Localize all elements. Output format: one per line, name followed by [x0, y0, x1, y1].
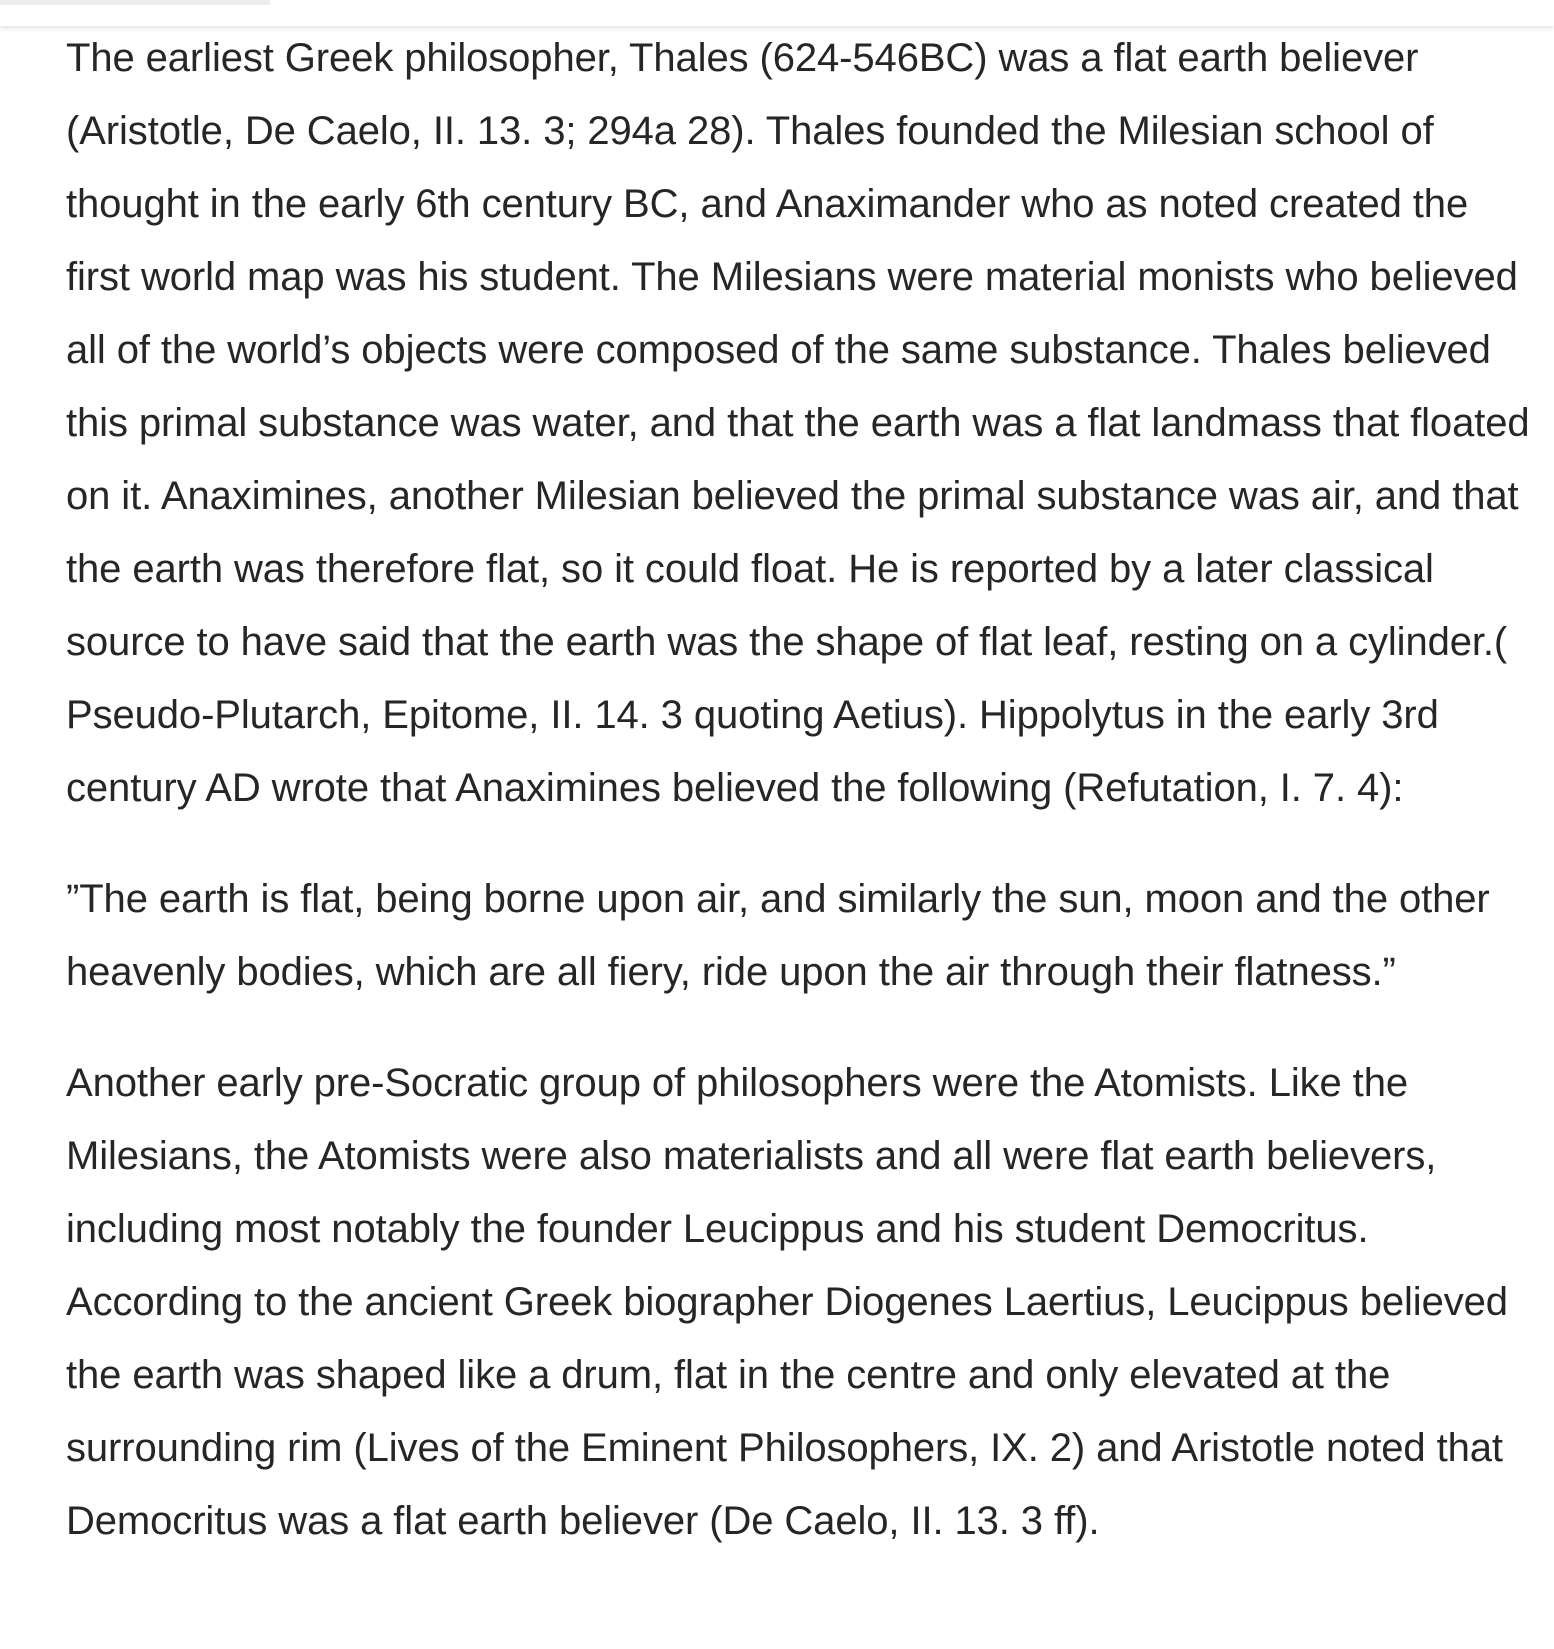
article-paragraph-atomists: Another early pre-Socratic group of philosophers were the Atomists. Like the Milesians, the Atomists were also materialists and all were flat earth believers, including most notably the founder Leucippus and his student Democritus. According to the ancient Greek biographer Diogenes Laertius, Leucippus believed the earth was shaped like a drum, flat in the centre and only elevated at the surrounding rim (Lives of the Eminent Philosophers, IX. 2) and Aristotle noted that Democritus was a flat earth believer (De Caelo, II. 13. 3 ff). — [66, 1061, 1508, 1543]
article-paragraph-thales: The earliest Greek philosopher, Thales (624-546BC) was a flat earth believer (Aristotle, De Caelo, II. 13. 3; 294a 28). Thales founded the Milesian school of thought in the early 6th century BC, and Anaximander who as noted created the first world map was his student. The Milesians were material monists who believed all of the world’s objects were composed of the same substance. Thales believed this primal substance was water, and that the earth was a flat landmass that floated on it. Anaximines, another Milesian believed the primal substance was air, and that the earth was therefore flat, so it could float. He is reported by a later classical source to have said that the earth was the shape of flat leaf, resting on a cylinder.( Pseudo-Plutarch, Epitome, II. 14. 3 quoting Aetius). Hippolytus in the early 3rd century AD wrote that Anaximines believed the following (Refutation, I. 7. 4): — [66, 36, 1530, 810]
article-quote-hippolytus: ”The earth is flat, being borne upon air, and similarly the sun, moon and the other heavenly bodies, which are all fiery, ride upon the air through their flatness.” — [66, 877, 1490, 994]
top-bar-tab — [0, 0, 270, 5]
article-body — [66, 22, 1541, 1596]
top-bar — [0, 0, 1554, 26]
